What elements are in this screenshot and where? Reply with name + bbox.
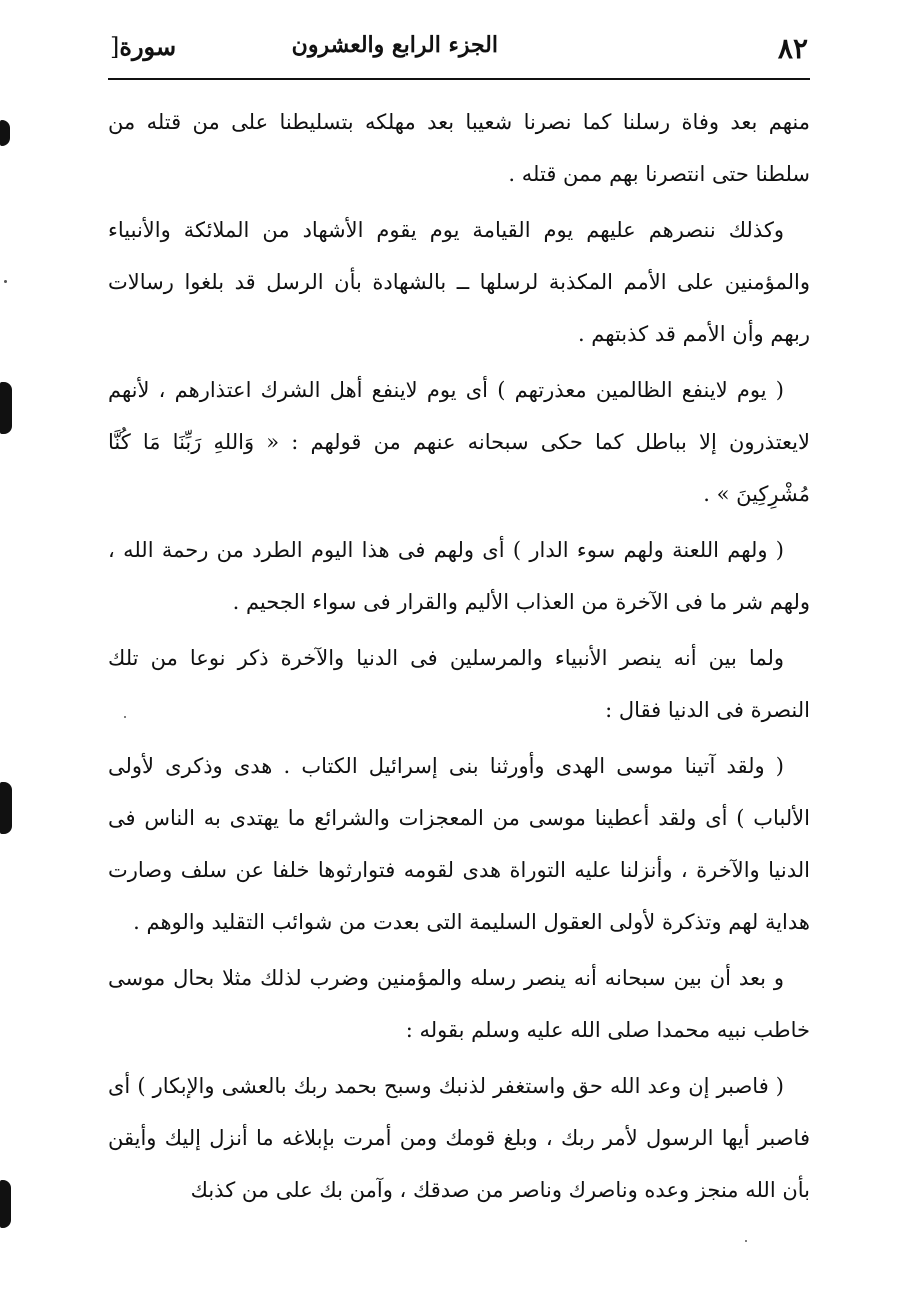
surah-label	[108, 32, 176, 61]
paragraph-2: وكذلك ننصرهم عليهم يوم القيامة يوم يقوم الأشهاد من الملائكة والأنبياء والمؤمنين على الأمم المكذبة لرسلها ــ بالشهادة بأن الرسل قد بلغوا رسالات ربهم وأن الأمم قد كذبتهم .	[108, 218, 810, 346]
surah-bracket: [	[110, 33, 120, 61]
paragraph-4: ( ولهم اللعنة ولهم سوء الدار ) أى ولهم فى هذا اليوم الطرد من رحمة الله ، ولهم شر ما فى الآخرة من العذاب الأليم والقرار فى سواء الجحيم .	[108, 538, 810, 614]
scan-speck	[745, 1240, 747, 1242]
scan-mark	[0, 120, 10, 146]
running-title: الجزء الرابع والعشرون	[291, 32, 498, 58]
scan-speck	[124, 716, 126, 718]
scan-mark	[0, 782, 12, 834]
surah-label-text: سورة	[119, 32, 177, 61]
paragraph-5: ولما بين أنه ينصر الأنبياء والمرسلين فى الدنيا والآخرة ذكر نوعا من تلك النصرة فى الدنيا فقال :	[108, 646, 810, 722]
paragraph-6: ( ولقد آتينا موسى الهدى وأورثنا بنى إسرائيل الكتاب . هدى وذكرى لأولى الألباب ) أى ولقد أعطينا موسى من المعجزات والشرائع ما يهتدى به الناس فى الدنيا والآخرة ، وأنزلنا عليه التوراة هدى لقومه فتوارثوها خلفا عن سلف وصارت هداية لهم وتذكرة لأولى العقول السليمة التى بعدت من شوائب التقليد والوهم .	[108, 754, 810, 934]
page-number: ٨٢	[777, 32, 808, 65]
paragraph-8: ( فاصبر إن وعد الله حق واستغفر لذنبك وسبح بحمد ربك بالعشى والإبكار ) أى فاصبر أيها الرسول لأمر ربك ، وبلغ قومك ومن أمرت بإبلاغه ما أنزل إليك وأيقن بأن الله منجز وعده وناصرك وناصر من صدقك ، وآمن بك على من كذبك	[108, 1074, 810, 1202]
header-rule	[108, 78, 810, 80]
page-body	[108, 96, 810, 1220]
paragraph-7: و بعد أن بين سبحانه أنه ينصر رسله والمؤمنين وضرب لذلك مثلا بحال موسى خاطب نبيه محمدا صلى الله عليه وسلم بقوله :	[108, 966, 810, 1042]
scan-mark	[0, 1180, 11, 1228]
running-header	[108, 30, 808, 70]
paragraph-1: منهم بعد وفاة رسلنا كما نصرنا شعيبا بعد مهلكه بتسليطنا على من قتله من سلطنا حتى انتصرنا بهم ممن قتله .	[108, 110, 810, 186]
scan-mark	[0, 382, 12, 434]
scan-speck	[4, 280, 7, 283]
paragraph-3: ( يوم لاينفع الظالمين معذرتهم ) أى يوم لاينفع أهل الشرك اعتذارهم ، لأنهم لايعتذرون إلا بباطل كما حكى سبحانه عنهم من قولهم : « وَاللهِ رَبِّنَا مَا كُنَّا مُشْرِكِينَ » .	[108, 378, 810, 506]
